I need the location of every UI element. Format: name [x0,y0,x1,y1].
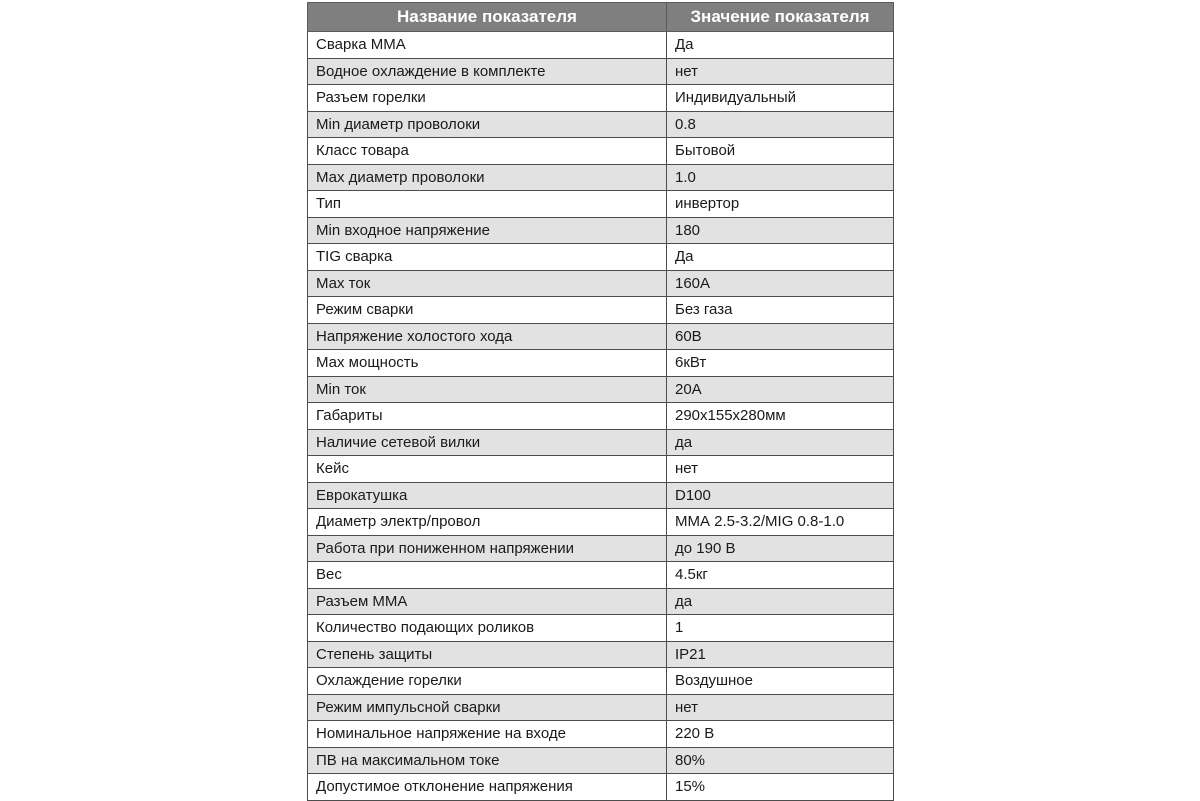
parameter-name-cell: Режим импульсной сварки [308,694,667,721]
parameter-name-cell: Мах ток [308,270,667,297]
parameter-value-cell: 180 [667,217,894,244]
parameter-name-cell: Напряжение холостого хода [308,323,667,350]
parameter-name-cell: Min ток [308,376,667,403]
header-parameter-name: Название показателя [308,3,667,32]
parameter-name-cell: Мах диаметр проволоки [308,164,667,191]
table-row [308,562,894,589]
table-row [308,747,894,774]
table-row [308,403,894,430]
parameter-value-cell: нет [667,694,894,721]
parameter-name-cell: Охлаждение горелки [308,668,667,695]
parameter-name-cell: Min диаметр проволоки [308,111,667,138]
parameter-value-cell: Воздушное [667,668,894,695]
parameter-name-cell: Класс товара [308,138,667,165]
table-row [308,535,894,562]
parameter-value-cell: Да [667,32,894,59]
table-row [308,58,894,85]
parameter-name-cell: Диаметр электр/провол [308,509,667,536]
parameter-name-cell: Количество подающих роликов [308,615,667,642]
table-row [308,270,894,297]
parameter-value-cell: инвертор [667,191,894,218]
parameter-value-cell: 80% [667,747,894,774]
parameter-value-cell: ММА 2.5-3.2/MIG 0.8-1.0 [667,509,894,536]
parameter-value-cell: нет [667,58,894,85]
parameter-name-cell: Еврокатушка [308,482,667,509]
parameter-name-cell: Разъем ММА [308,588,667,615]
parameter-name-cell: Работа при пониженном напряжении [308,535,667,562]
parameter-value-cell: Индивидуальный [667,85,894,112]
parameter-name-cell: Габариты [308,403,667,430]
table-row [308,138,894,165]
parameter-value-cell: 6кВт [667,350,894,377]
parameter-value-cell: 160А [667,270,894,297]
table-row [308,774,894,801]
parameter-name-cell: Мах мощность [308,350,667,377]
parameter-value-cell: 4.5кг [667,562,894,589]
parameter-value-cell: до 190 В [667,535,894,562]
table-row [308,376,894,403]
parameter-value-cell: Да [667,244,894,271]
parameter-name-cell: Режим сварки [308,297,667,324]
parameter-value-cell: 1 [667,615,894,642]
table-row [308,85,894,112]
table-head [308,3,894,32]
header-row [308,3,894,32]
parameter-name-cell: Вес [308,562,667,589]
table-body [308,32,894,801]
parameter-name-cell: Наличие сетевой вилки [308,429,667,456]
table-row [308,429,894,456]
table-row [308,191,894,218]
parameter-name-cell: Номинальное напряжение на входе [308,721,667,748]
parameter-value-cell: 1.0 [667,164,894,191]
table-row [308,323,894,350]
parameter-value-cell: 20А [667,376,894,403]
table-row [308,297,894,324]
parameter-value-cell: 220 В [667,721,894,748]
parameter-name-cell: Тип [308,191,667,218]
parameter-name-cell: Разъем горелки [308,85,667,112]
table-row [308,217,894,244]
parameter-value-cell: да [667,588,894,615]
parameter-value-cell: нет [667,456,894,483]
table-row [308,244,894,271]
table-row [308,456,894,483]
parameter-name-cell: Сварка ММА [308,32,667,59]
parameter-value-cell: 0.8 [667,111,894,138]
parameter-value-cell: 60В [667,323,894,350]
parameter-value-cell: 290х155х280мм [667,403,894,430]
parameter-name-cell: Степень защиты [308,641,667,668]
parameter-name-cell: ПВ на максимальном токе [308,747,667,774]
table-row [308,694,894,721]
header-parameter-value: Значение показателя [667,3,894,32]
table-row [308,588,894,615]
parameter-value-cell: D100 [667,482,894,509]
table-row [308,164,894,191]
parameter-name-cell: Кейс [308,456,667,483]
table-row [308,641,894,668]
parameter-value-cell: Бытовой [667,138,894,165]
table-row [308,509,894,536]
parameter-name-cell: Водное охлаждение в комплекте [308,58,667,85]
table-row [308,482,894,509]
table-row [308,721,894,748]
parameter-value-cell: IP21 [667,641,894,668]
parameter-value-cell: да [667,429,894,456]
spec-table [307,2,894,801]
parameter-value-cell: Без газа [667,297,894,324]
parameter-name-cell: Допустимое отклонение напряжения [308,774,667,801]
table-row [308,350,894,377]
table-row [308,668,894,695]
table-row [308,615,894,642]
table-row [308,32,894,59]
parameter-name-cell: Min входное напряжение [308,217,667,244]
table-row [308,111,894,138]
parameter-value-cell: 15% [667,774,894,801]
parameter-name-cell: TIG сварка [308,244,667,271]
